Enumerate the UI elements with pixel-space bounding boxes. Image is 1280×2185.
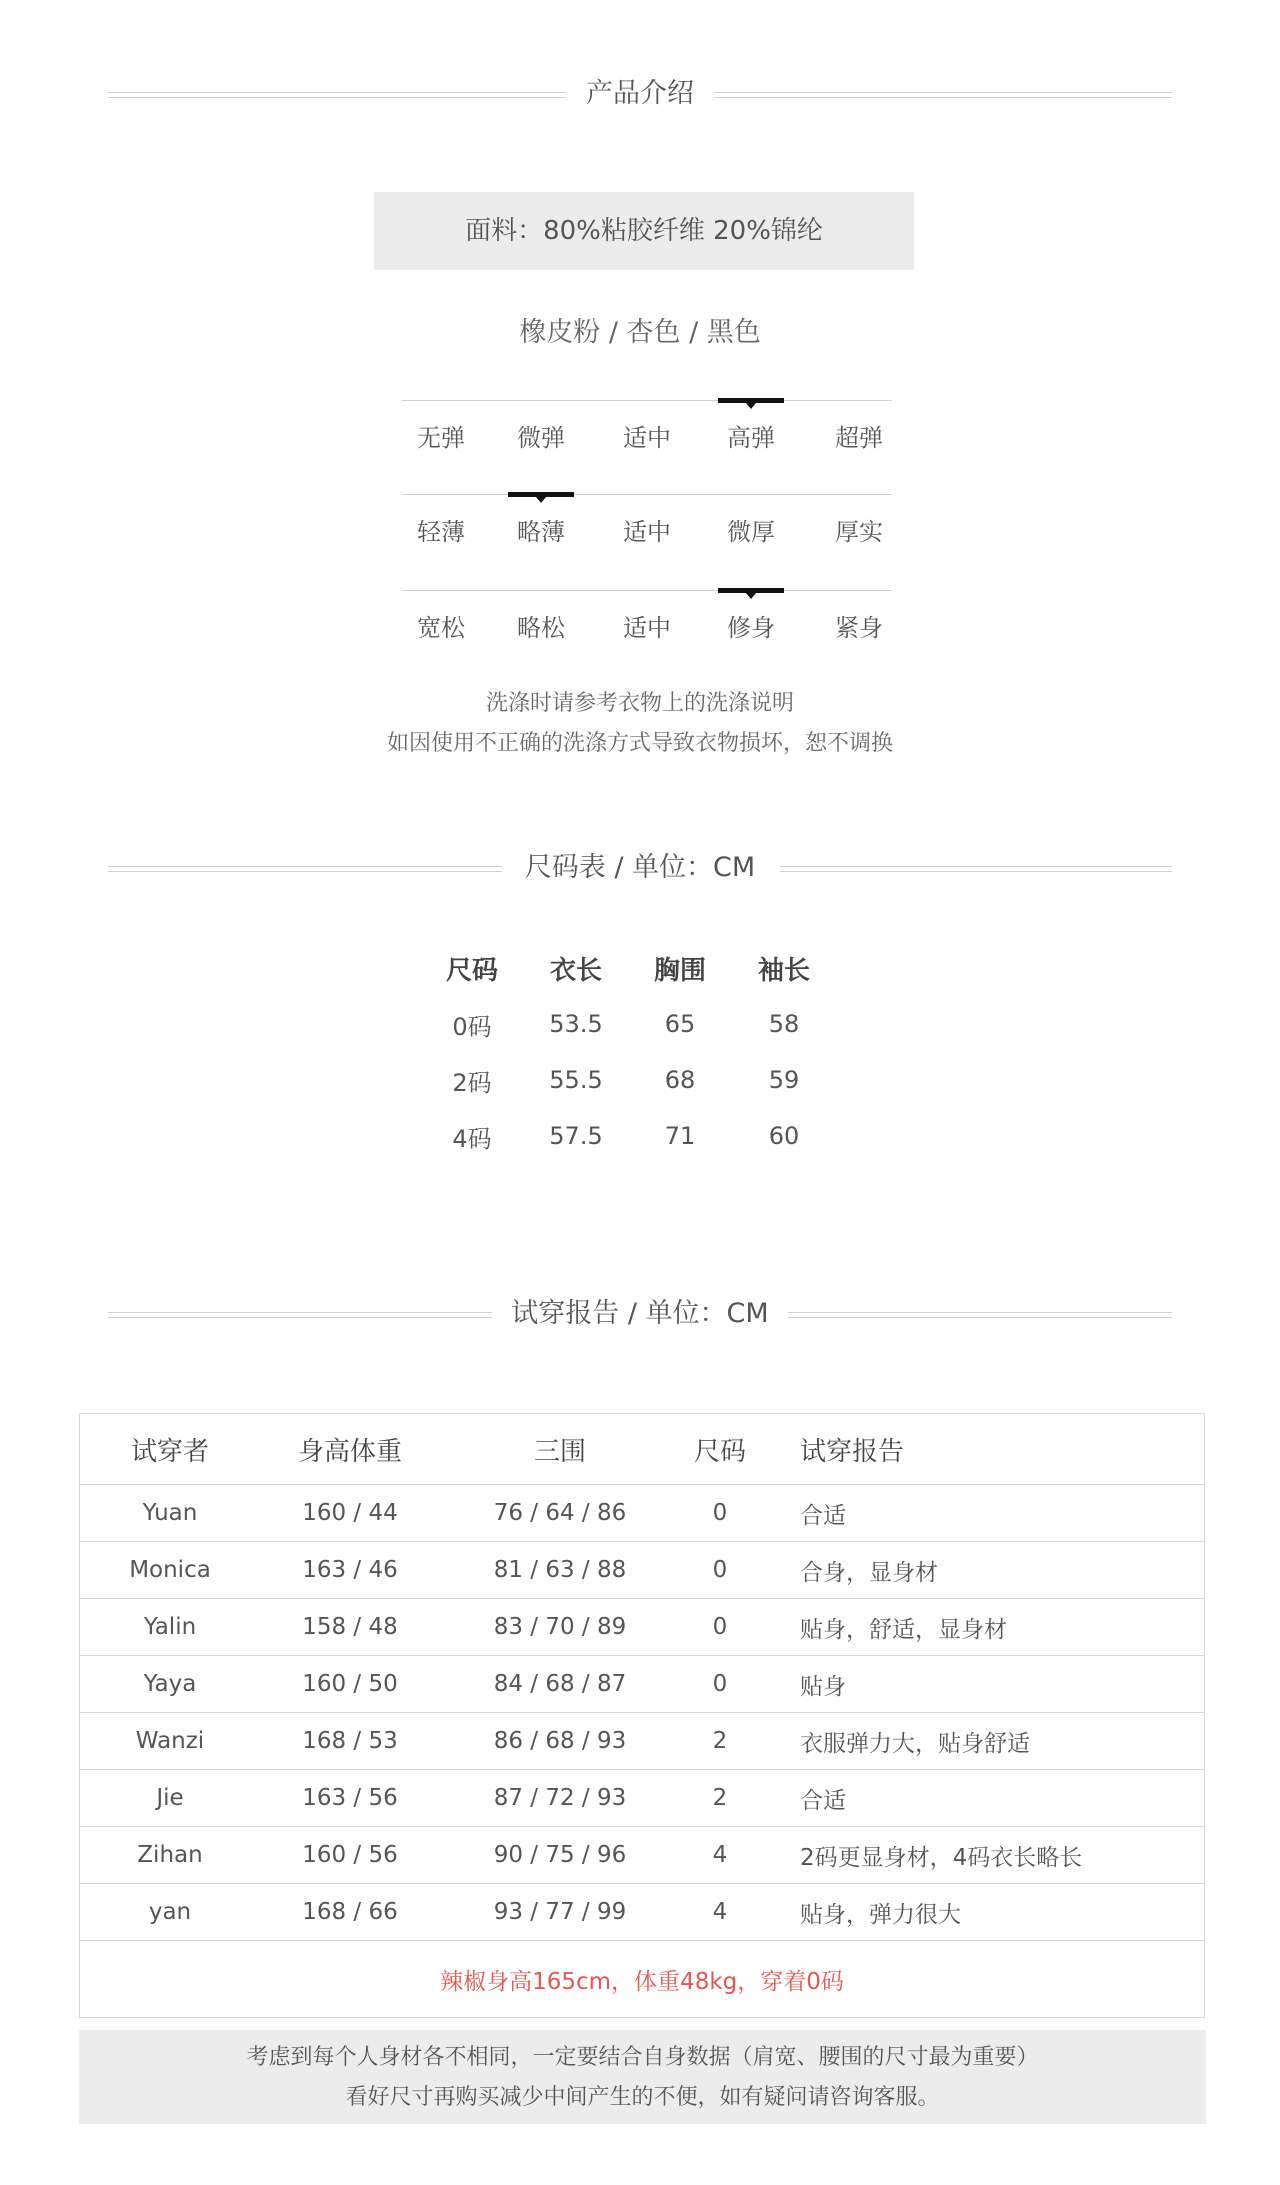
table-cell: 93 / 77 / 99 <box>440 1884 680 1941</box>
scale-option-selected: 高弹 <box>727 424 775 452</box>
table-cell: 90 / 75 / 96 <box>440 1827 680 1884</box>
selected-marker <box>718 588 784 593</box>
scale-option: 微厚 <box>727 518 775 546</box>
table-row <box>80 1884 1205 1941</box>
table-cell: 4 <box>680 1827 760 1884</box>
table-row <box>80 1827 1205 1884</box>
table-cell: 贴身，舒适，显身材 <box>760 1599 1205 1656</box>
table-cell: 160 / 44 <box>260 1485 440 1542</box>
table-cell: 163 / 56 <box>260 1770 440 1827</box>
size-advice-box <box>79 2030 1206 2124</box>
table-cell: 贴身 <box>760 1656 1205 1713</box>
scale-option: 适中 <box>623 614 671 642</box>
advice-line2: 看好尺寸再购买减少中间产生的不便，如有疑问请咨询客服。 <box>345 2085 940 2110</box>
fitting-report-table <box>79 1413 1205 2018</box>
table-cell: 0码 <box>452 1012 492 1041</box>
table-cell: 2码更显身材，4码衣长略长 <box>760 1827 1205 1884</box>
table-cell: 168 / 53 <box>260 1713 440 1770</box>
scale-option: 紧身 <box>835 614 883 642</box>
table-cell: 87 / 72 / 93 <box>440 1770 680 1827</box>
table-cell: 84 / 68 / 87 <box>440 1656 680 1713</box>
table-cell: 86 / 68 / 93 <box>440 1713 680 1770</box>
table-cell: 合身，显身材 <box>760 1542 1205 1599</box>
table-cell: Yalin <box>80 1599 261 1656</box>
table-cell: 160 / 56 <box>260 1827 440 1884</box>
table-cell: 55.5 <box>549 1066 603 1094</box>
table-cell: 贴身，弹力很大 <box>760 1884 1205 1941</box>
section-header-size-chart <box>108 848 1172 888</box>
scale-option-selected: 略薄 <box>517 518 565 546</box>
table-cell: 163 / 46 <box>260 1542 440 1599</box>
table-cell: Zihan <box>80 1827 261 1884</box>
table-cell: 58 <box>768 1010 800 1038</box>
table-cell: 59 <box>768 1066 800 1094</box>
color-options: 橡皮粉 / 杏色 / 黑色 <box>519 317 761 348</box>
table-header-row <box>80 1414 1205 1485</box>
column-header: 身高体重 <box>297 1436 402 1467</box>
scale-option: 无弹 <box>417 424 465 452</box>
table-cell: 160 / 50 <box>260 1656 440 1713</box>
table-cell: 60 <box>768 1122 800 1150</box>
column-header: 尺码 <box>445 955 498 986</box>
table-cell: yan <box>80 1884 261 1941</box>
table-cell: 65 <box>664 1010 696 1038</box>
table-header-row <box>420 940 836 996</box>
scale-option: 适中 <box>623 518 671 546</box>
scale-option: 厚实 <box>835 518 883 546</box>
table-cell: 2 <box>680 1713 760 1770</box>
column-header: 胸围 <box>653 955 706 986</box>
table-row <box>420 1052 836 1108</box>
scale-option: 微弹 <box>517 424 565 452</box>
table-cell: Monica <box>80 1542 261 1599</box>
table-cell: 81 / 63 / 88 <box>440 1542 680 1599</box>
table-row <box>80 1485 1205 1542</box>
fabric-info: 面料：80%粘胶纤维 20%锦纶 <box>374 192 914 270</box>
table-cell: 0 <box>680 1656 760 1713</box>
column-header: 尺码 <box>693 1436 746 1467</box>
table-row <box>80 1713 1205 1770</box>
divider-line <box>788 1312 1172 1318</box>
table-cell: 4 <box>680 1884 760 1941</box>
column-header: 三围 <box>533 1436 586 1467</box>
table-cell: 83 / 70 / 89 <box>440 1599 680 1656</box>
scale-option-selected: 修身 <box>727 614 775 642</box>
table-row <box>80 1770 1205 1827</box>
table-cell: 158 / 48 <box>260 1599 440 1656</box>
section-header-fitting-report <box>108 1294 1172 1334</box>
divider-line <box>714 92 1172 98</box>
table-cell: 168 / 66 <box>260 1884 440 1941</box>
table-cell: 衣服弹力大，贴身舒适 <box>760 1713 1205 1770</box>
table-cell: 68 <box>664 1066 696 1094</box>
scale-option: 超弹 <box>835 424 883 452</box>
table-cell: Yuan <box>80 1485 261 1542</box>
section-title: 试穿报告 / 单位：CM <box>511 1298 769 1329</box>
table-cell: Jie <box>80 1770 261 1827</box>
elasticity-scale <box>402 400 892 460</box>
table-row <box>420 1108 836 1164</box>
table-cell: 57.5 <box>549 1122 603 1150</box>
table-cell: 0 <box>680 1485 760 1542</box>
report-note: 辣椒身高165cm，体重48kg，穿着0码 <box>80 1941 1205 2018</box>
table-cell: Yaya <box>80 1656 261 1713</box>
report-note-row <box>80 1941 1205 2018</box>
scale-option: 略松 <box>517 614 565 642</box>
table-cell: 0 <box>680 1599 760 1656</box>
table-cell: 合适 <box>760 1485 1205 1542</box>
column-header: 试穿者 <box>130 1436 209 1467</box>
table-row <box>80 1542 1205 1599</box>
section-header-intro <box>108 74 1172 114</box>
advice-line1: 考虑到每个人身材各不相同，一定要结合自身数据（肩宽、腰围的尺寸最为重要） <box>246 2045 1039 2070</box>
table-cell: 2 <box>680 1770 760 1827</box>
table-cell: 53.5 <box>549 1010 603 1038</box>
size-chart-table <box>420 940 836 1164</box>
selected-marker <box>718 398 784 403</box>
wash-instructions-line1: 洗涤时请参考衣物上的洗涤说明 <box>485 691 794 716</box>
column-header: 试穿报告 <box>800 1436 905 1467</box>
wash-instructions-line2: 如因使用不正确的洗涤方式导致衣物损坏，恕不调换 <box>386 731 893 756</box>
column-header: 袖长 <box>757 955 810 986</box>
table-cell: 4码 <box>452 1124 492 1153</box>
fit-scale <box>402 590 892 650</box>
table-cell: 2码 <box>452 1068 492 1097</box>
thickness-scale <box>402 494 892 554</box>
scale-option: 轻薄 <box>417 518 465 546</box>
section-title: 产品介绍 <box>586 78 694 109</box>
selected-marker <box>508 492 574 497</box>
column-header: 衣长 <box>549 955 602 986</box>
table-cell: 71 <box>664 1122 696 1150</box>
table-row <box>420 996 836 1052</box>
table-cell: 合适 <box>760 1770 1205 1827</box>
scale-option: 宽松 <box>417 614 465 642</box>
divider-line <box>780 866 1172 872</box>
table-cell: Wanzi <box>80 1713 261 1770</box>
scale-option: 适中 <box>623 424 671 452</box>
table-row <box>80 1599 1205 1656</box>
table-cell: 76 / 64 / 86 <box>440 1485 680 1542</box>
table-row <box>80 1656 1205 1713</box>
section-title: 尺码表 / 单位：CM <box>524 852 756 883</box>
table-cell: 0 <box>680 1542 760 1599</box>
